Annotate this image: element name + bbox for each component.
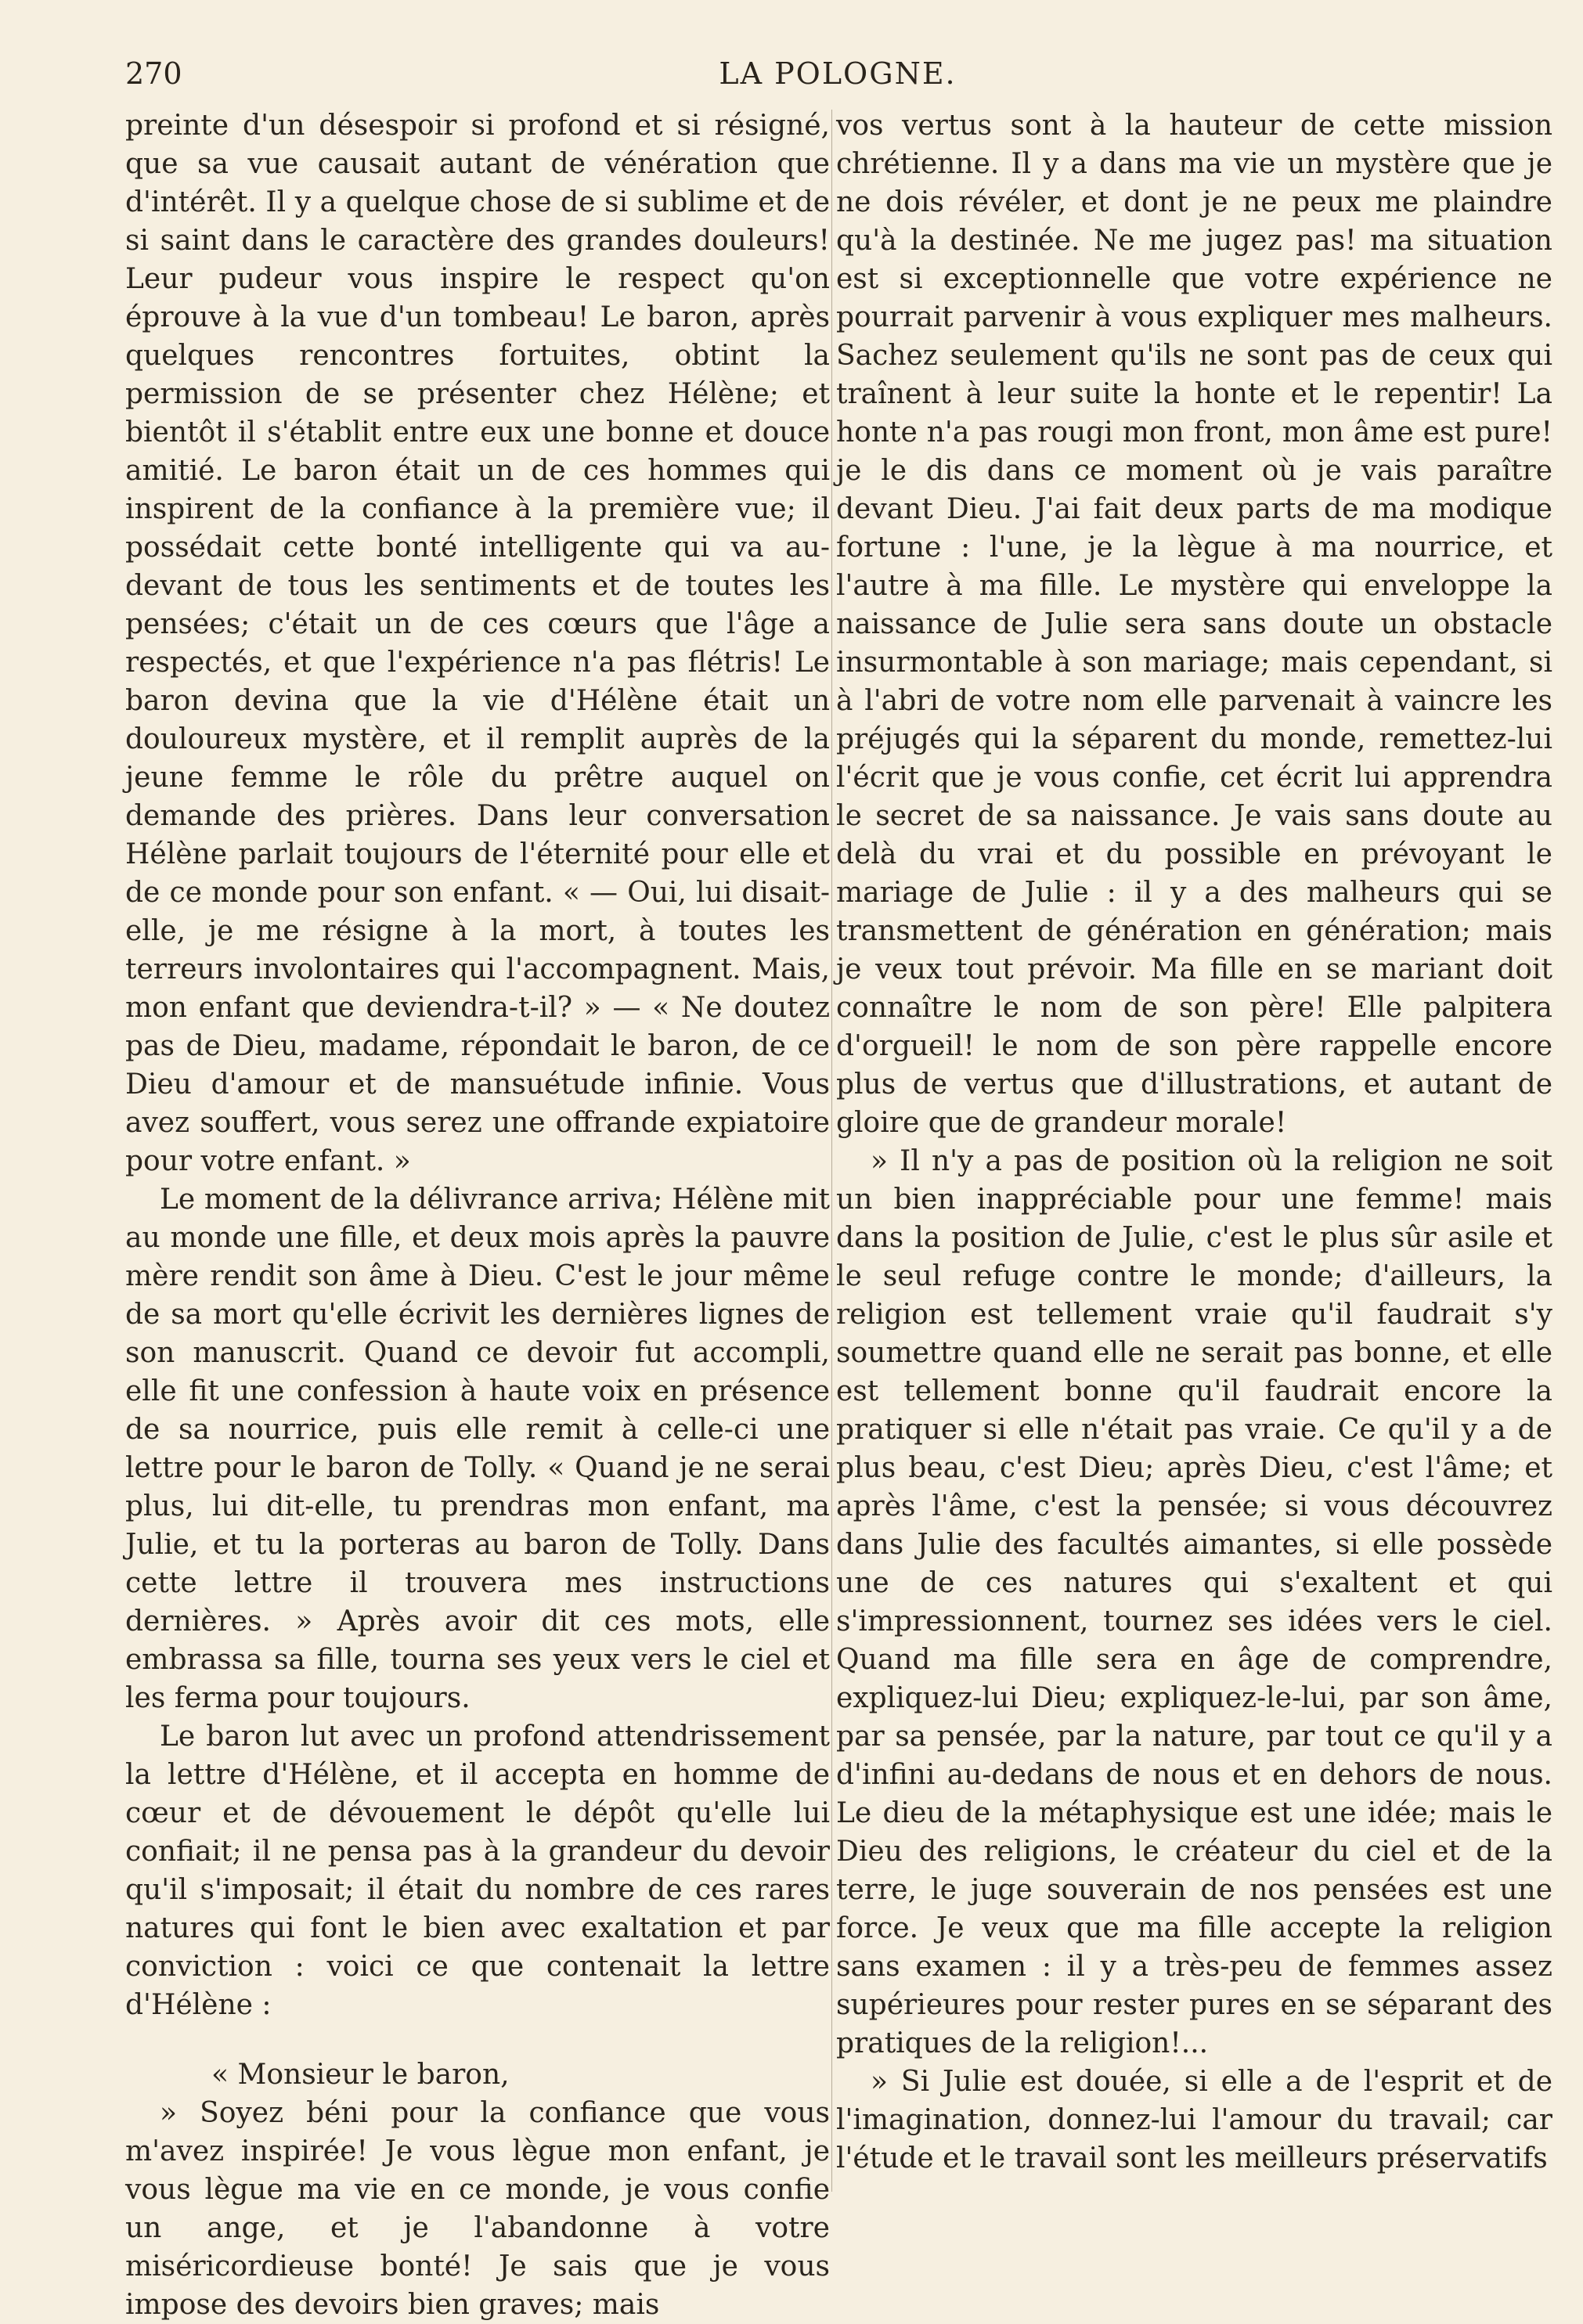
spacer	[125, 2024, 830, 2056]
column-divider	[831, 110, 832, 2192]
page-header	[125, 56, 1550, 103]
right-column	[836, 106, 1552, 2204]
paragraph: Le moment de la délivrance arriva; Hélène mit au monde une fille, et deux mois après la pauvre mère rendit son âme à Dieu. C'est le jour même de sa mort qu'elle écrivit les dernières lignes de son manuscrit. Quand ce devoir fut accompli, elle fit une confession à haute voix en présence de sa nourrice, puis elle remit à celle-ci une lettre pour le baron de Tolly. « Quand je ne serai plus, lui dit-elle, tu prendras mon enfant, ma Julie, et tu la porteras au baron de Tolly. Dans cette lettre il trouvera mes instructions dernières. » Après avoir dit ces mots, elle embrassa sa fille, tourna ses yeux vers le ciel et les ferma pour toujours.	[125, 1184, 830, 1714]
paragraph: vos vertus sont à la hauteur de cette mission chrétienne. Il y a dans ma vie un mystère que je ne dois révéler, et dont je ne peux me plaindre qu'à la destinée. Ne me jugez pas! ma situation est si exceptionnelle que votre expérience ne pourrait parvenir à vous expliquer mes malheurs. Sachez seulement qu'ils ne sont pas de ceux qui traînent à leur suite la honte et le repentir! La honte n'a pas rougi mon front, mon âme est pure! je le dis dans ce moment où je vais paraître devant Dieu. J'ai fait deux parts de ma modique fortune : l'une, je la lègue à ma nourrice, et l'autre à ma fille. Le mystère qui enveloppe la naissance de Julie sera sans doute un obstacle insurmontable à son mariage; mais cependant, si à l'abri de votre nom elle parvenait à vaincre les préjugés qui la séparent du monde, remettez-lui l'écrit que je vous confie, cet écrit lui apprendra le secret de sa naissance. Je vais sans doute au delà du vrai et du possible en prévoyant le mariage de Julie : il y a des malheurs qui se transmettent de génération en génération; mais je veux tout prévoir. Ma fille en se mariant doit connaître le nom de son père! Elle palpitera d'orgueil! le nom de son père rappelle encore plus de vertus que d'illustrations, et autant de gloire que de grandeur morale!	[836, 110, 1552, 1139]
paragraph: preinte d'un désespoir si profond et si résigné, que sa vue causait autant de vénération que d'intérêt. Il y a quelque chose de si sublime et de si saint dans le caractère des grandes douleurs! Leur pudeur vous inspire le respect qu'on éprouve à la vue d'un tombeau! Le baron, après quelques rencontres fortuites, obtint la permission de se présenter chez Hélène; et bientôt il s'établit entre eux une bonne et douce amitié. Le baron était un de ces hommes qui inspirent de la confiance à la première vue; il possédait cette bonté intelligente qui va au-devant de tous les sentiments et de toutes les pensées; c'était un de ces cœurs que l'âge a respectés, et que l'expérience n'a pas flétris! Le baron devina que la vie d'Hélène était un douloureux mystère, et il remplit auprès de la jeune femme le rôle du prêtre auquel on demande des prières. Dans leur conversation Hélène parlait toujours de l'éternité pour elle et de ce monde pour son enfant. « — Oui, lui disait-elle, je me résigne à la mort, à toutes les terreurs involontaires qui l'accompagnent. Mais, mon enfant que deviendra-t-il? » — « Ne doutez pas de Dieu, madame, répondait le baron, de ce Dieu d'amour et de mansuétude infinie. Vous avez souffert, vous serez une offrande expiatoire pour votre enfant. »	[125, 110, 830, 1177]
page-number: 270	[125, 56, 182, 91]
letter-salutation: « Monsieur le baron,	[211, 2059, 510, 2091]
running-title: LA POLOGNE.	[719, 56, 957, 91]
paragraph: » Soyez béni pour la confiance que vous m'avez inspirée! Je vous lègue mon enfant, je vous lègue ma vie en ce monde, je vous confie un ange, et je l'abandonne à votre miséricordieuse bonté! Je sais que je vous impose des devoirs bien graves; mais	[125, 2097, 830, 2321]
left-column	[125, 106, 830, 2321]
paragraph: » Si Julie est douée, si elle a de l'esprit et de l'imagination, donnez-lui l'amour du travail; car l'étude et le travail sont les meilleurs préservatifs	[836, 2066, 1552, 2174]
paragraph: » Il n'y a pas de position où la religion ne soit un bien inappréciable pour une femme! mais dans la position de Julie, c'est le plus sûr asile et le seul refuge contre le monde; d'ailleurs, la religion est tellement vraie qu'il faudrait s'y soumettre quand elle ne serait pas bonne, et elle est tellement bonne qu'il faudrait encore la pratiquer si elle n'était pas vraie. Ce qu'il y a de plus beau, c'est Dieu; après Dieu, c'est l'âme; et après l'âme, c'est la pensée; si vous découvrez dans Julie des facultés aimantes, si elle possède une de ces natures qui s'exaltent et qui s'impressionnent, tournez ses idées vers le ciel. Quand ma fille sera en âge de comprendre, expliquez-lui Dieu; expliquez-le-lui, par son âme, par sa pensée, par la nature, par tout ce qu'il y a d'infini au-dedans de nous et en dehors de nous. Le dieu de la métaphysique est une idée; mais le Dieu des religions, le créateur du ciel et de la terre, le juge souverain de nos pensées est une force. Je veux que ma fille accepte la religion sans examen : il y a très-peu de femmes assez supérieures pour rester pures en se séparant des pratiques de la religion!...	[836, 1145, 1552, 2059]
paragraph: Le baron lut avec un profond attendrissement la lettre d'Hélène, et il accepta en homme de cœur et de dévouement le dépôt qu'elle lui confiait; il ne pensa pas à la grandeur du devoir qu'il s'imposait; il était du nombre de ces rares natures qui font le bien avec exaltation et par conviction : voici ce que contenait la lettre d'Hélène :	[125, 1720, 830, 2021]
